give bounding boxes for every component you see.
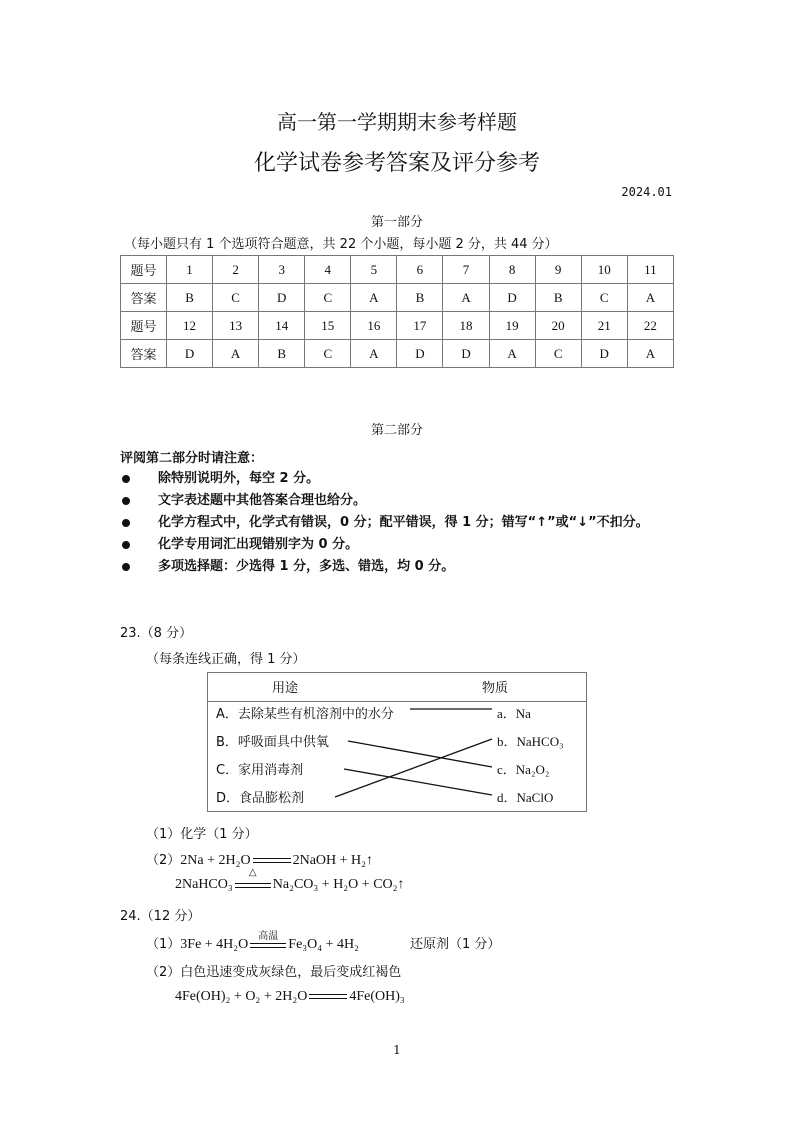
answer-cell: D — [167, 340, 213, 368]
answer-cell: B — [397, 284, 443, 312]
document-date: 2024.01 — [621, 185, 672, 199]
row-label: 答案 — [121, 284, 167, 312]
document-subtitle: 化学试卷参考答案及评分参考 — [253, 151, 540, 176]
answer-table — [120, 255, 674, 368]
question-number-cell: 8 — [489, 256, 535, 284]
answer-cell: D — [581, 340, 627, 368]
part2-heading: 第二部分 — [370, 423, 423, 438]
equation-fe-oh-oxidation — [175, 989, 405, 1005]
answer-cell: A — [213, 340, 259, 368]
use-item-a: A．去除某些有机溶剂中的水分 — [216, 707, 394, 722]
question-number-cell: 19 — [489, 312, 535, 340]
use-item-b: B．呼吸面具中供氧 — [216, 735, 329, 750]
substance-formula: Na — [515, 706, 531, 721]
note-text: 多项选择题：少选得 1 分，多选、错选，均 0 分。 — [158, 559, 455, 574]
answer-cell: D — [443, 340, 489, 368]
answer-cell: A — [627, 284, 673, 312]
grading-note — [120, 534, 649, 556]
note-text: 化学方程式中，化学式有错误，0 分；配平错误，得 1 分；错写“↑”或“↓”不扣分。 — [158, 515, 649, 530]
connection-lines — [208, 673, 586, 811]
equation-fe-steam — [180, 930, 360, 952]
bullet-icon — [122, 497, 130, 505]
question-number-cell: 15 — [305, 312, 351, 340]
grading-note — [120, 468, 649, 490]
use-item-d: D．食品膨松剂 — [216, 791, 305, 806]
substance-label: b． — [497, 734, 517, 749]
answer-cell: C — [581, 284, 627, 312]
bullet-icon — [122, 541, 130, 549]
question-number-cell: 21 — [581, 312, 627, 340]
part1-note: （每小题只有 1 个选项符合题意，共 22 个小题，每小题 2 分，共 44 分） — [124, 237, 558, 252]
row-label: 题号 — [121, 312, 167, 340]
question-number-cell: 1 — [167, 256, 213, 284]
answer-cell: A — [489, 340, 535, 368]
q24-answer-1-extra: 还原剂（1 分） — [410, 937, 501, 952]
answer-cell: C — [213, 284, 259, 312]
answer-cell: D — [259, 284, 305, 312]
eq-right: Fe₃O₄ + 4H₂ — [288, 937, 360, 952]
answer-cell: D — [397, 340, 443, 368]
matching-diagram — [207, 672, 587, 812]
substance-formula: NaClO — [516, 790, 554, 805]
question-number-cell: 10 — [581, 256, 627, 284]
question-number-cell: 18 — [443, 312, 489, 340]
q23-answer-1 — [146, 823, 258, 842]
grading-note — [120, 512, 649, 534]
answer-cell: B — [167, 284, 213, 312]
conditional-equals-sign — [235, 866, 271, 890]
answer-cell: A — [443, 284, 489, 312]
answer-cell: C — [305, 340, 351, 368]
equals-sign — [253, 856, 291, 866]
use-item-c: C．家用消毒剂 — [216, 763, 304, 778]
q23-scoring-note: （每条连线正确，得 1 分） — [146, 652, 306, 667]
answer-row — [121, 340, 674, 368]
answer-cell: B — [259, 340, 305, 368]
substance-label: a． — [497, 706, 516, 721]
conditional-equals-sign — [250, 930, 286, 950]
answer-row — [121, 284, 674, 312]
eq-right: 2NaOH + H₂↑ — [292, 853, 374, 868]
question-number-row — [121, 312, 674, 340]
grading-note — [120, 490, 649, 512]
eq-right: 4Fe(OH)₃ — [349, 989, 405, 1004]
bullet-icon — [122, 563, 130, 571]
connection-line-B-c — [348, 741, 492, 767]
document-title: 高一第一学期期末参考样题 — [277, 110, 517, 134]
answer-cell: D — [489, 284, 535, 312]
row-label: 题号 — [121, 256, 167, 284]
question-number-cell: 6 — [397, 256, 443, 284]
equals-sign — [309, 992, 347, 1002]
question-number-cell: 9 — [535, 256, 581, 284]
question-number-cell: 2 — [213, 256, 259, 284]
answer-cell: C — [535, 340, 581, 368]
part1-heading: 第一部分 — [370, 215, 423, 230]
answer-text: 白色迅速变成灰绿色，最后变成红褐色 — [180, 965, 402, 980]
answer-text: 化学（1 分） — [180, 827, 258, 842]
equation-na-water — [180, 853, 373, 868]
eq-left: 4Fe(OH)₂ + O₂ + 2H₂O — [175, 989, 308, 1004]
answer-label: （2） — [146, 853, 181, 868]
row-label: 答案 — [121, 340, 167, 368]
question-number-cell: 22 — [627, 312, 673, 340]
eq-left: 2Na + 2H₂O — [180, 853, 251, 868]
eq-left: 3Fe + 4H₂O — [180, 937, 249, 952]
grading-notes-title: 评阅第二部分时请注意： — [120, 451, 264, 466]
high-temp-condition: 高温 — [258, 930, 279, 942]
bullet-icon — [122, 519, 130, 527]
question-number-cell: 4 — [305, 256, 351, 284]
question-number-cell: 3 — [259, 256, 305, 284]
q24-answer-1 — [146, 930, 360, 953]
question-number-cell: 13 — [213, 312, 259, 340]
note-text: 化学专用词汇出现错别字为 0 分。 — [158, 537, 359, 552]
q24-answer-2 — [146, 961, 401, 980]
question-number-cell: 16 — [351, 312, 397, 340]
answer-cell: A — [627, 340, 673, 368]
match-right-header: 物质 — [482, 681, 509, 696]
heat-condition: △ — [248, 866, 257, 878]
q23-number: 23.（8 分） — [120, 626, 193, 641]
question-number-cell: 14 — [259, 312, 305, 340]
substance-formula: Na₂O₂ — [515, 762, 550, 777]
question-number-cell: 12 — [167, 312, 213, 340]
page-number: 1 — [393, 1043, 401, 1057]
grading-notes — [120, 468, 649, 578]
bullet-icon — [122, 475, 130, 483]
answer-cell: A — [351, 284, 397, 312]
match-left-header: 用途 — [272, 681, 299, 696]
note-text: 除特别说明外，每空 2 分。 — [158, 471, 320, 486]
answer-label: （1） — [146, 827, 181, 842]
grading-note — [120, 556, 649, 578]
question-number-cell: 17 — [397, 312, 443, 340]
substance-label: c． — [497, 762, 516, 777]
question-number-cell: 11 — [627, 256, 673, 284]
answer-cell: B — [535, 284, 581, 312]
note-text: 文字表述题中其他答案合理也给分。 — [158, 493, 367, 508]
eq-right: Na₂CO₃ + H₂O + CO₂↑ — [272, 877, 405, 892]
question-number-cell: 20 — [535, 312, 581, 340]
q24-number: 24.（12 分） — [120, 909, 201, 924]
answer-label: （1） — [146, 937, 181, 952]
substance-label: d． — [497, 790, 517, 805]
question-number-cell: 5 — [351, 256, 397, 284]
answer-label: （2） — [146, 965, 181, 980]
question-number-cell: 7 — [443, 256, 489, 284]
answer-cell: A — [351, 340, 397, 368]
equation-nahco3-decomp — [175, 866, 405, 893]
answer-cell: C — [305, 284, 351, 312]
question-number-row — [121, 256, 674, 284]
connection-line-C-d — [344, 769, 492, 795]
substance-formula: NaHCO₃ — [516, 734, 564, 749]
connection-line-D-b — [335, 739, 492, 797]
eq-left: 2NaHCO₃ — [175, 877, 233, 892]
